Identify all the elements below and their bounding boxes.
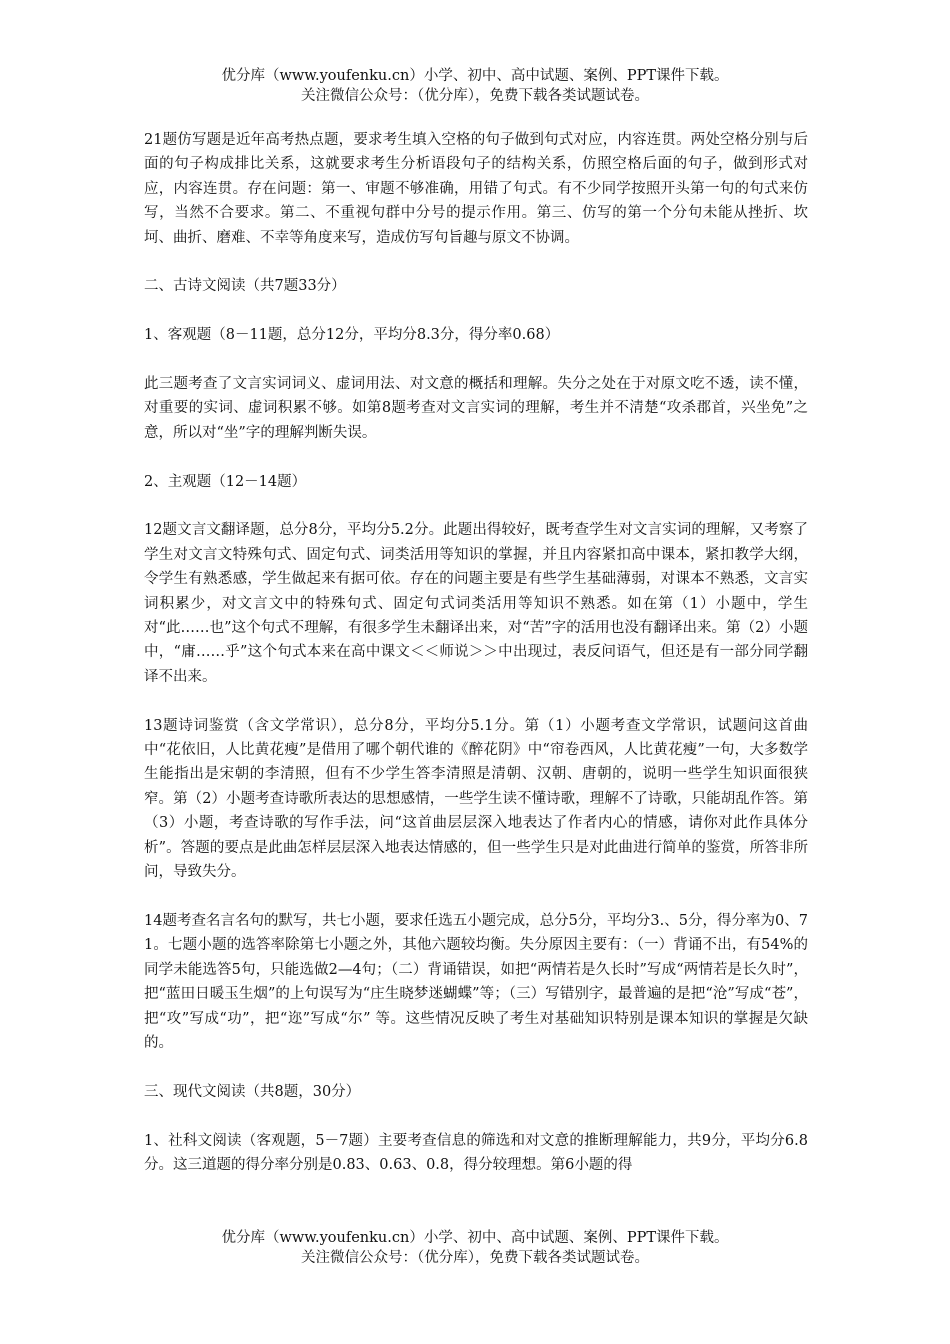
document-body bbox=[144, 128, 808, 1202]
paragraph-social-science-reading: 1、社科文阅读（客观题，5－7题）主要考查信息的筛选和对文意的推断理解能力，共9分，平均分6.8分。这三道题的得分率分别是0.83、0.63、0.8，得分较理想。第6小题的得 bbox=[144, 1132, 808, 1173]
page-footer bbox=[0, 1228, 950, 1268]
section-heading-modern: 三、现代文阅读（共8题，30分） bbox=[144, 1083, 361, 1100]
footer-line-2: 关注微信公众号：（优分库），免费下载各类试题试卷。 bbox=[301, 1250, 649, 1266]
footer-line-1: 优分库（www.youfenku.cn）小学、初中、高中试题、案例、PPT课件下载。 bbox=[221, 1230, 729, 1246]
subsection-objective: 1、客观题（8－11题，总分12分，平均分8.3分，得分率0.68） bbox=[144, 327, 560, 344]
paragraph-q13-analysis: 13题诗词鉴赏（含文学常识），总分8分，平均分5.1分。第（1）小题考查文学常识，试题问这首曲中“花依旧，人比黄花瘦”是借用了哪个朝代谁的《醉花阴》中“帘卷西风，人比黄花瘦”一句，大多数学生能指出是宋朝的李清照，但有不少学生答李清照是清朝、汉朝、唐朝的，说明一些学生知识面很狭窄。第（2）小题考查诗歌所表达的思想感情，一些学生读不懂诗歌，理解不了诗歌，只能胡乱作答。第（3）小题，考查诗歌的写作手法，问“这首曲层层深入地表达了作者内心的情感，请你对此作具体分析”。答题的要点是此曲怎样层层深入地表达情感的，但一些学生只是对此曲进行简单的鉴赏，所答非所问，导致失分。 bbox=[144, 717, 808, 881]
subsection-subjective: 2、主观题（12－14题） bbox=[144, 473, 307, 490]
paragraph-q21-analysis: 21题仿写题是近年高考热点题，要求考生填入空格的句子做到句式对应，内容连贯。两处空格分别与后面的句子构成排比关系，这就要求考生分析语段句子的结构关系，仿照空格后面的句子，做到形式对应，内容连贯。存在问题：第一、审题不够准确，用错了句式。有不少同学按照开头第一句的句式来仿写，当然不合要求。第二、不重视句群中分号的提示作用。第三、仿写的第一个分句未能从挫折、坎坷、曲折、磨难、不幸等角度来写，造成仿写句旨趣与原文不协调。 bbox=[144, 132, 808, 246]
paragraph-objective-analysis: 此三题考查了文言实词词义、虚词用法、对文意的概括和理解。失分之处在于对原文吃不透，读不懂，对重要的实词、虚词积累不够。如第8题考查对文言实词的理解，考生并不清楚“攻杀郡首，兴坐免”之意，所以对“坐”字的理解判断失误。 bbox=[144, 376, 808, 441]
paragraph-q12-analysis: 12题文言文翻译题，总分8分，平均分5.2分。此题出得较好，既考查学生对文言实词的理解，又考察了学生对文言文特殊句式、固定句式、词类活用等知识的掌握，并且内容紧扣高中课本，紧扣教学大纲，令学生有熟悉感，学生做起来有据可依。存在的问题主要是有些学生基础薄弱，对课本不熟悉，文言实词积累少，对文言文中的特殊句式、固定句式词类活用等知识不熟悉。如在第（1）小题中，学生对“此……也”这个句式不理解，有很多学生未翻译出来，对“苦”字的活用也没有翻译出来。第（2）小题中，“庸……乎”这个句式本来在高中课文＜＜师说＞＞中出现过，表反问语气，但还是有一部分同学翻译不出来。 bbox=[144, 522, 808, 685]
paragraph-q14-analysis: 14题考查名言名句的默写，共七小题，要求任选五小题完成，总分5分，平均分3.、5分，得分率为0、71。七题小题的选答率除第七小题之外，其他六题较均衡。失分原因主要有：（一）背诵不出，有54%的同学未能选答5句，只能选做2—4句；（二）背诵错误，如把“两情若是久长时”写成“两情若是长久时”，把“蓝田日暖玉生烟”的上句误写为“庄生晓梦迷蝴蝶”等；（三）写错别字，最普遍的是把“沧”写成“苍”，把“攻”写成“功”，把“迩”写成“尔” 等。这些情况反映了考生对基础知识特别是课本知识的掌握是欠缺的。 bbox=[144, 912, 808, 1051]
header-line-2: 关注微信公众号：（优分库），免费下载各类试题试卷。 bbox=[301, 88, 649, 104]
page-header bbox=[0, 66, 950, 106]
header-line-1: 优分库（www.youfenku.cn）小学、初中、高中试题、案例、PPT课件下载。 bbox=[221, 68, 729, 84]
section-heading-classical: 二、古诗文阅读（共7题33分） bbox=[144, 278, 346, 295]
